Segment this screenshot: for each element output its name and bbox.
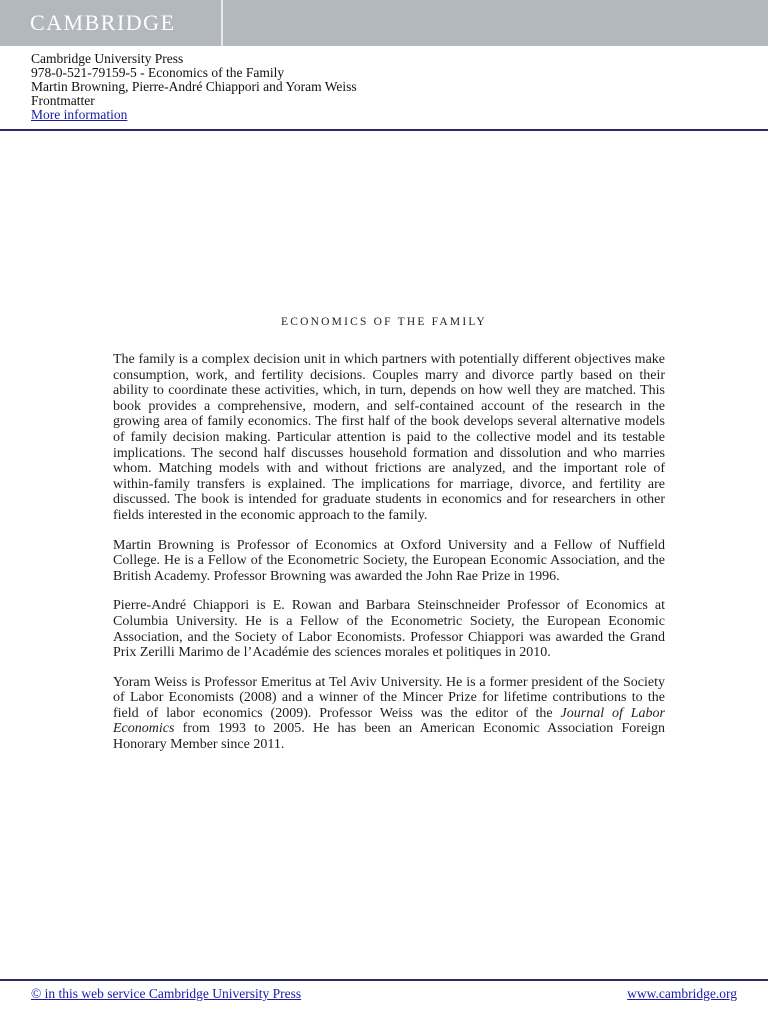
author-bio-weiss: Yoram Weiss is Professor Emeritus at Tel Aviv University. He is a former president of the Society of Labor Economists (2008) and a winner of the Mincer Prize for lifetime contributions to the field of labor economics (2009). Professor Weiss was the editor of the Journal of Labor Economics from 1993 to 2005. He has been an American Economic Association Foreign Honorary Member since 2011. [113,674,665,753]
author-bio-browning: Martin Browning is Professor of Economics at Oxford University and a Fellow of Nuffield College. He is a Fellow of the Econometric Society, the European Economic Association, and the British Academy. Professor Browning was awarded the John Rae Prize in 1996. [113,537,665,584]
more-information-link[interactable]: More information [31,107,128,122]
banner-divider [221,0,223,46]
header-rule [0,129,768,131]
header-banner [0,0,768,46]
section-label: Frontmatter [31,93,95,108]
cambridge-logo: CAMBRIDGE [30,10,176,35]
isbn-title: 978-0-521-79159-5 - Economics of the Family [31,65,285,80]
footer-rule [0,979,768,981]
author-bio-chiappori: Pierre-André Chiappori is E. Rowan and Barbara Steinschneider Professor of Economics at Columbia University. He is a Fellow of the Econometric Society, the European Economic Association, and the Society of Labor Economists. Professor Chiappori was awarded the Grand Prix Zerilli Marimo de l’Académie des sciences morales et politiques in 2010. [113,598,665,661]
book-metadata [31,52,357,122]
publisher-name: Cambridge University Press [31,51,184,66]
authors: Martin Browning, Pierre-André Chiappori and Yoram Weiss [31,79,357,94]
journal-title: Journal of Labor Economics [113,705,665,737]
page-body [113,352,665,767]
book-description: The family is a complex decision unit in which partners with potentially different objectives make consumption, work, and fertility decisions. Couples marry and divorce partly based on their ability to coordinate these activities, which, in turn, depends on how well they are matched. This book provides a comprehensive, modern, and self-contained account of the research in the growing area of family economics. The first half of the book develops several alternative models of family decision making. Particular attention is paid to the collective model and its testable implications. The second half discusses household formation and dissolution and who marries whom. Matching models with and without frictions are analyzed, and the important role of within-family transfers is explained. The implications for marriage, divorce, and fertility are discussed. The book is intended for graduate students in economics and for researchers in other fields interested in the economic approach to the family. [113,352,665,523]
book-title: ECONOMICS OF THE FAMILY [281,316,487,328]
website-link[interactable]: www.cambridge.org [627,986,737,1001]
copyright-link[interactable]: © in this web service Cambridge University Press [31,986,302,1001]
